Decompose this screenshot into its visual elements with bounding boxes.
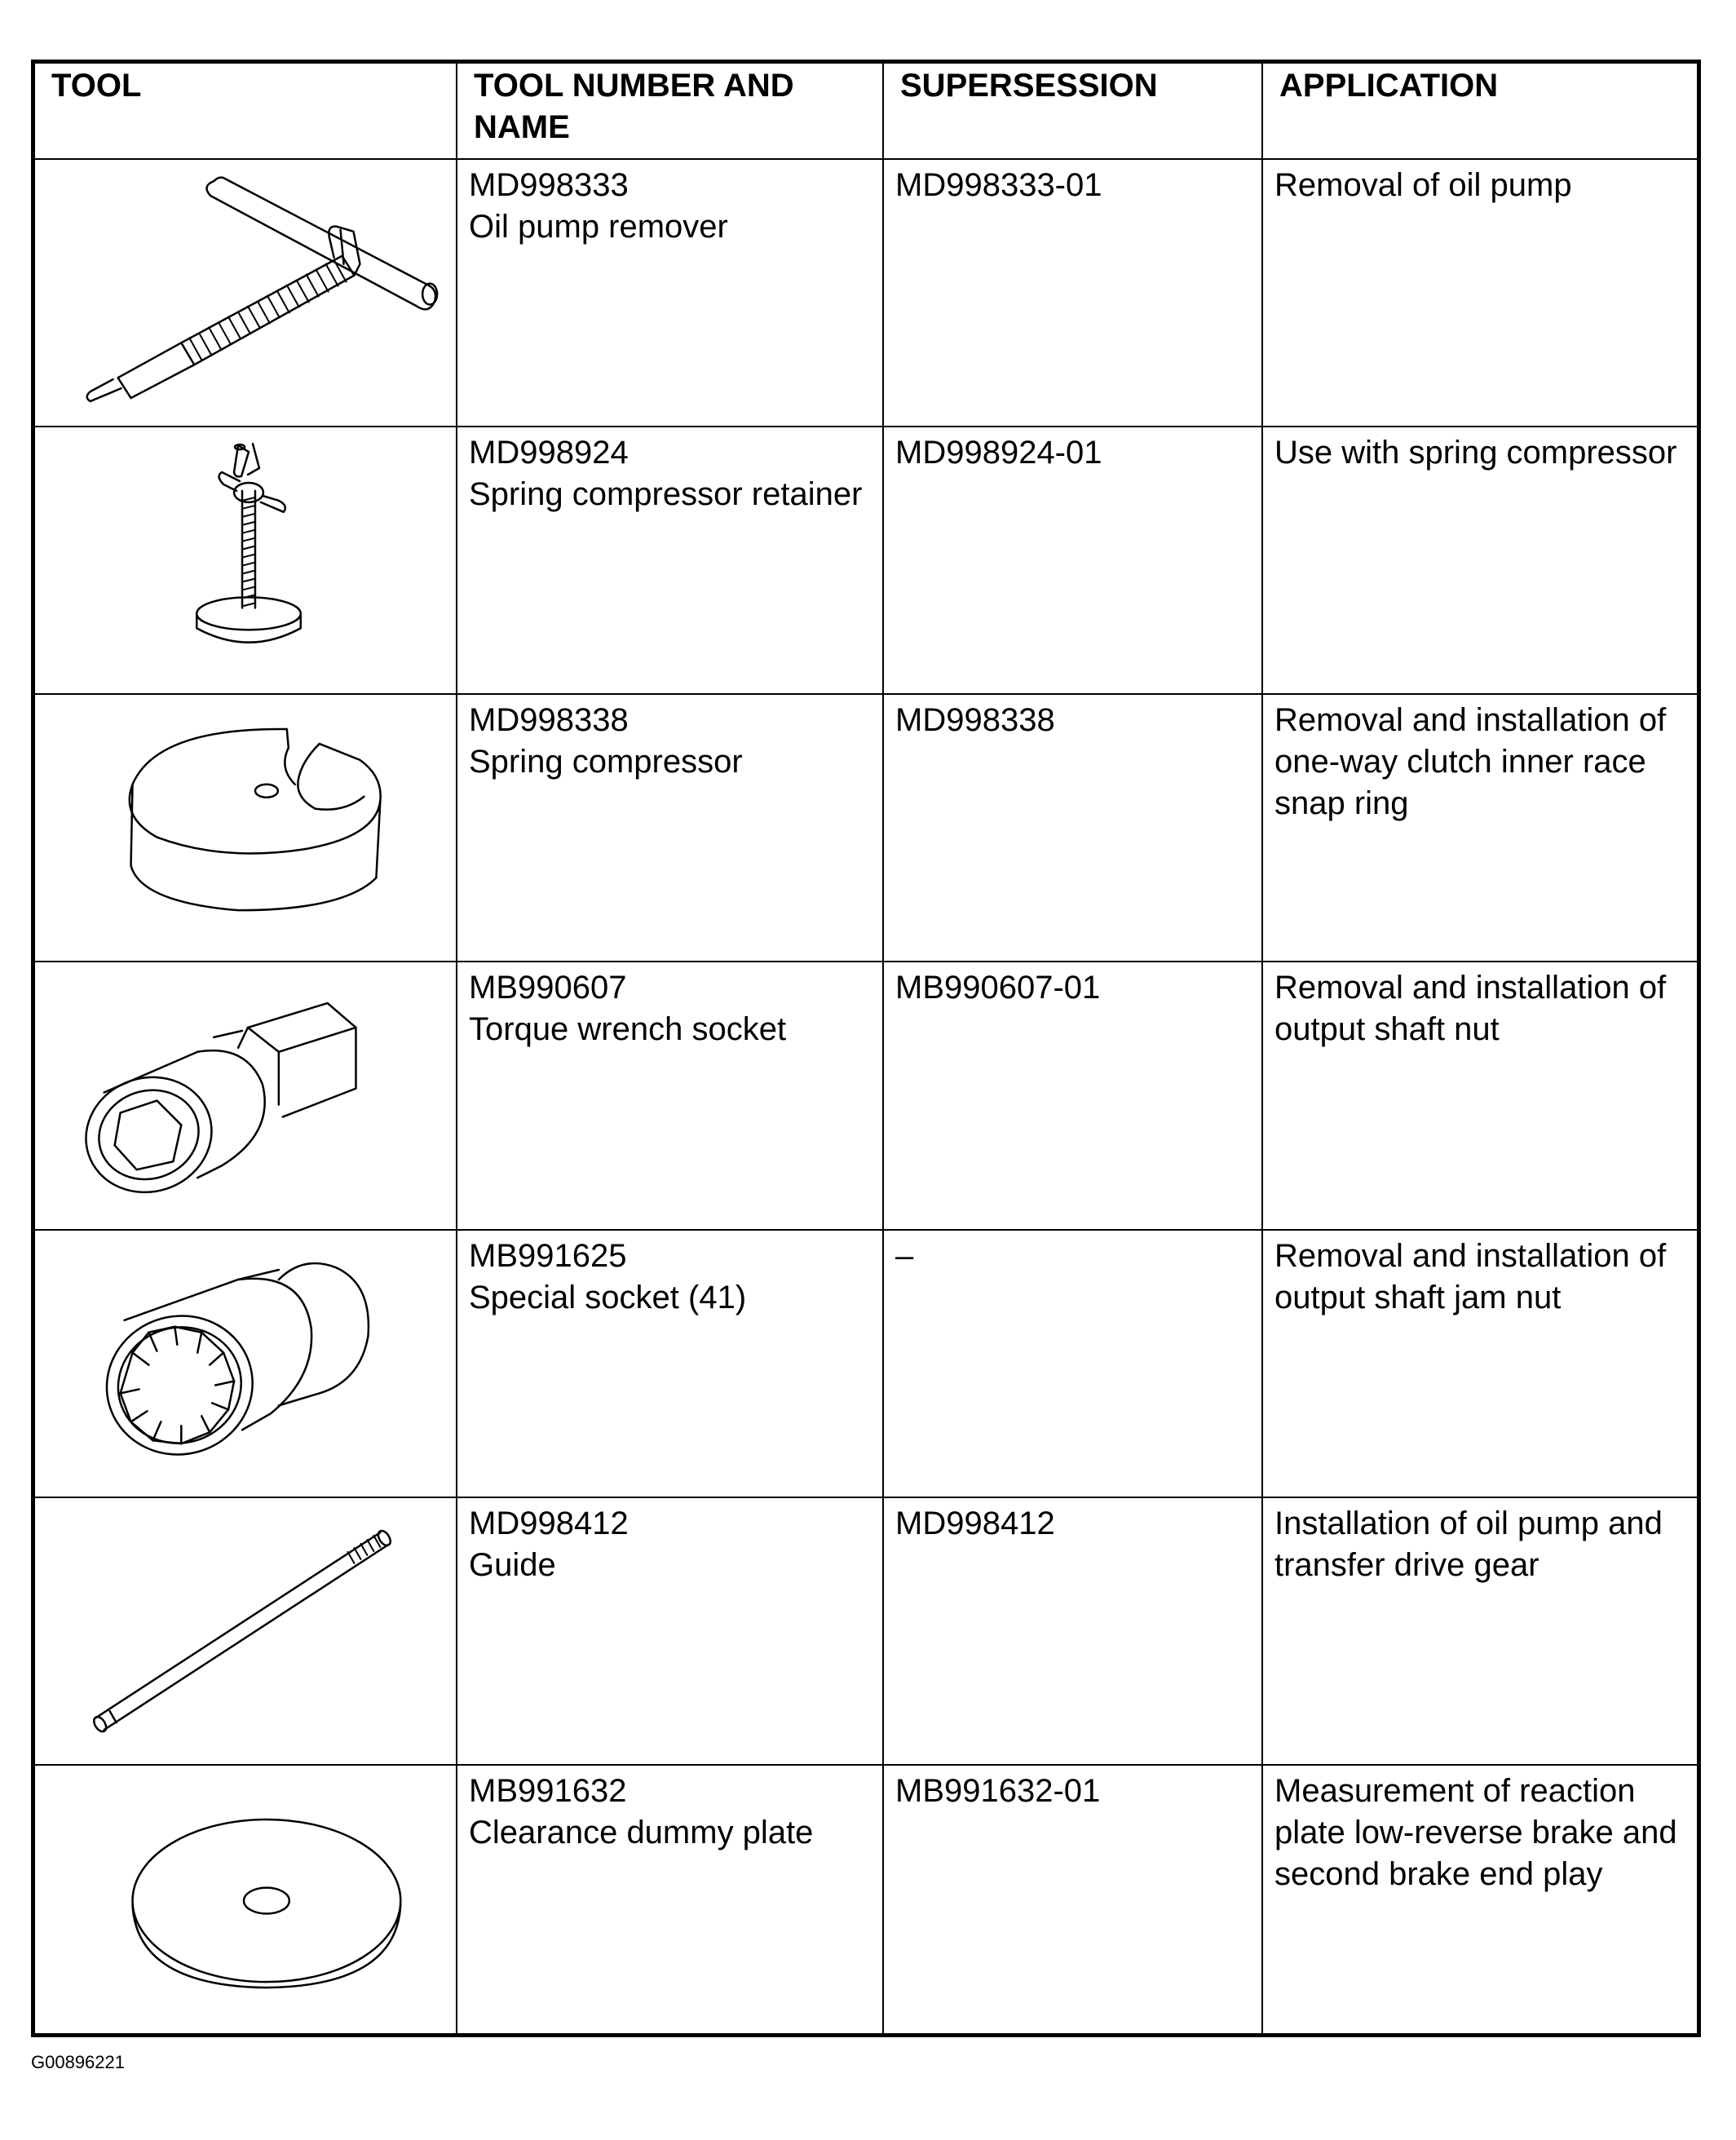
guide-icon bbox=[35, 1498, 456, 1764]
supersession-cell: MD998338 bbox=[884, 695, 1263, 962]
supersession-cell: MD998924-01 bbox=[884, 427, 1263, 695]
tool-number-name-cell bbox=[457, 695, 884, 962]
tool-cell bbox=[35, 1766, 457, 2033]
tool-number-name-cell bbox=[457, 1498, 884, 1766]
tool-cell bbox=[35, 427, 457, 695]
supersession-cell: MD998412 bbox=[884, 1498, 1263, 1766]
supersession-cell: MD998333-01 bbox=[884, 160, 1263, 427]
tool-name: Spring compressor retainer bbox=[469, 476, 863, 513]
tool-number-name-cell bbox=[457, 160, 884, 427]
tool-number-name-cell bbox=[457, 427, 884, 695]
tool-number: MD998924 bbox=[469, 435, 629, 471]
tool-cell bbox=[35, 1231, 457, 1498]
tool-name: Special socket (41) bbox=[469, 1279, 747, 1315]
application-cell: Removal and installation of output shaft jam nut bbox=[1263, 1231, 1697, 1498]
supersession-cell: MB991632-01 bbox=[884, 1766, 1263, 2033]
tool-number: MB990607 bbox=[469, 970, 627, 1006]
tool-number-name-cell bbox=[457, 1766, 884, 2033]
supersession-cell: – bbox=[884, 1231, 1263, 1498]
tool-name: Spring compressor bbox=[469, 744, 743, 780]
application-cell: Removal of oil pump bbox=[1263, 160, 1697, 427]
header-tool-number-and-name: TOOL NUMBER AND NAME bbox=[457, 64, 884, 160]
tool-number: MD998412 bbox=[469, 1505, 629, 1541]
supersession-cell: MB990607-01 bbox=[884, 962, 1263, 1230]
special-socket-icon bbox=[35, 1231, 456, 1497]
tool-name: Clearance dummy plate bbox=[469, 1814, 814, 1850]
application-cell: Removal and installation of one-way clutch inner race snap ring bbox=[1263, 695, 1697, 962]
clearance-dummy-plate-icon bbox=[35, 1766, 456, 2033]
header-tool: TOOL bbox=[35, 64, 457, 160]
header-supersession: SUPERSESSION bbox=[884, 64, 1263, 160]
application-cell: Use with spring compressor bbox=[1263, 427, 1697, 695]
figure-id: G00896221 bbox=[31, 2052, 125, 2072]
application-cell: Removal and installation of output shaft nut bbox=[1263, 962, 1697, 1230]
tool-number: MD998338 bbox=[469, 702, 629, 739]
header-application: APPLICATION bbox=[1263, 64, 1697, 160]
tool-number-name-cell bbox=[457, 962, 884, 1230]
oil-pump-remover-icon bbox=[35, 160, 456, 426]
application-cell: Measurement of reaction plate low-reverse brake and second brake end play bbox=[1274, 1772, 1677, 1892]
special-tools-table bbox=[31, 60, 1701, 2037]
torque-wrench-socket-icon bbox=[35, 962, 456, 1228]
tool-cell bbox=[35, 1498, 457, 1766]
tool-cell bbox=[35, 160, 457, 427]
tool-cell bbox=[35, 962, 457, 1230]
tool-cell bbox=[35, 695, 457, 962]
tool-number: MD998333 bbox=[469, 167, 629, 203]
tool-name: Torque wrench socket bbox=[469, 1011, 787, 1048]
tool-name: Guide bbox=[469, 1546, 556, 1583]
tool-number-name-cell bbox=[457, 1231, 884, 1498]
tool-name: Oil pump remover bbox=[469, 209, 728, 245]
spring-compressor-icon bbox=[35, 695, 456, 961]
tool-number: MB991632 bbox=[469, 1772, 627, 1809]
application-cell: Installation of oil pump and transfer drive gear bbox=[1263, 1498, 1697, 1766]
tool-number: MB991625 bbox=[469, 1237, 627, 1274]
spring-compressor-retainer-icon bbox=[35, 427, 456, 693]
